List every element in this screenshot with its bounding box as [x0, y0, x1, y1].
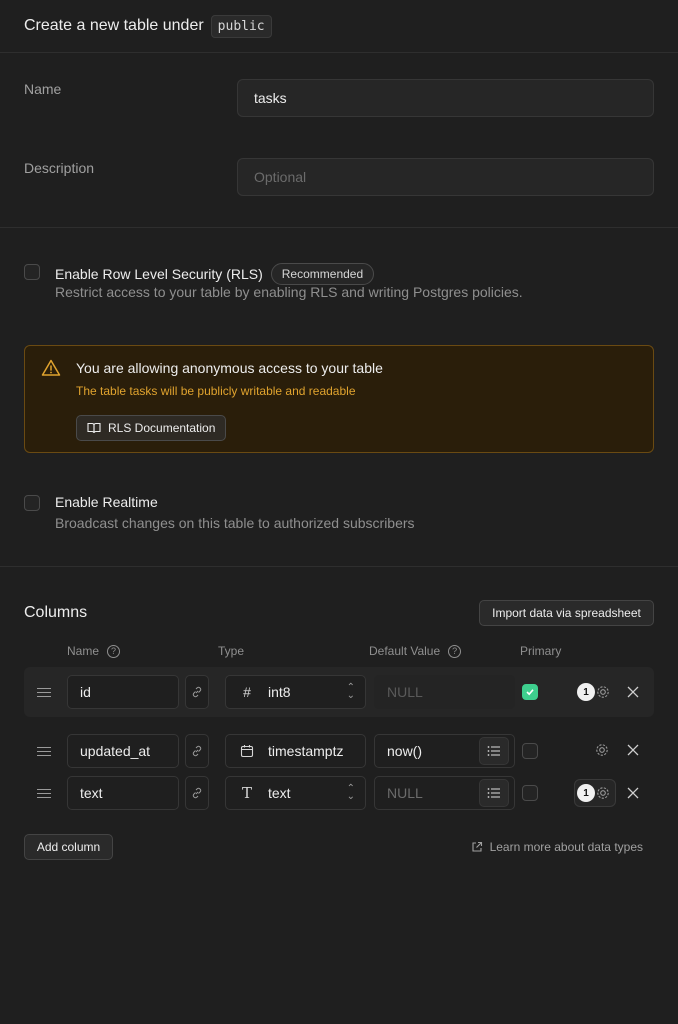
column-row — [24, 768, 654, 818]
link-icon — [191, 787, 203, 799]
column-type-select[interactable] — [225, 776, 366, 810]
column-header-type — [218, 644, 244, 658]
foreign-key-button[interactable] — [185, 675, 209, 709]
default-value-options-button[interactable] — [479, 779, 509, 807]
column-header-primary-label: Primary — [520, 644, 562, 658]
link-icon — [191, 745, 203, 757]
column-type-value: text — [268, 785, 291, 801]
column-header-name — [67, 644, 120, 658]
default-value-input[interactable]: NULL — [374, 776, 515, 810]
primary-key-checkbox[interactable] — [522, 684, 538, 700]
hash-icon: # — [243, 684, 251, 700]
general-section — [0, 53, 678, 228]
drag-handle-icon[interactable] — [37, 744, 51, 759]
column-badge: 1 — [577, 683, 595, 701]
rls-documentation-button[interactable] — [76, 415, 226, 441]
help-icon[interactable]: ? — [448, 645, 461, 658]
external-link-icon — [471, 841, 483, 853]
column-type-value: int8 — [268, 684, 291, 700]
column-header-primary — [520, 644, 561, 658]
description-input[interactable]: Optional — [237, 158, 654, 196]
column-header-default-label: Default Value — [369, 644, 441, 658]
drag-handle-icon[interactable] — [37, 786, 51, 801]
anonymous-access-warning — [24, 345, 654, 453]
column-type-select[interactable] — [225, 675, 366, 709]
book-icon — [87, 421, 101, 435]
foreign-key-button[interactable] — [185, 776, 209, 810]
recommended-badge: Recommended — [271, 263, 374, 285]
default-value-input[interactable]: NULL — [374, 675, 515, 709]
chevron-up-down-icon: ⌃ ⌄ — [346, 783, 355, 802]
chevron-up-down-icon: ⌃ ⌄ — [346, 682, 355, 701]
check-icon — [525, 687, 535, 697]
panel-header — [0, 0, 678, 53]
gear-icon[interactable] — [595, 684, 611, 700]
rls-checkbox[interactable] — [24, 264, 40, 280]
warning-subtitle: The table tasks will be publicly writable and readable — [76, 384, 356, 398]
list-icon — [487, 787, 501, 799]
rls-description: Restrict access to your table by enabling RLS and writing Postgres policies. — [55, 284, 523, 300]
warning-title: You are allowing anonymous access to your table — [76, 360, 383, 376]
column-name-input[interactable]: id — [67, 675, 179, 709]
learn-more-label: Learn more about data types — [489, 840, 643, 854]
gear-icon[interactable] — [595, 785, 611, 801]
column-type-value: timestamptz — [268, 743, 344, 759]
close-icon[interactable] — [626, 685, 640, 699]
close-icon[interactable] — [626, 743, 640, 757]
primary-key-checkbox[interactable] — [522, 743, 538, 759]
text-icon: T — [241, 784, 252, 802]
warning-triangle-icon — [41, 358, 61, 378]
column-name-input[interactable]: updated_at — [67, 734, 179, 768]
link-icon — [191, 686, 203, 698]
drag-handle-icon[interactable] — [37, 685, 51, 700]
help-icon[interactable]: ? — [107, 645, 120, 658]
default-value-options-button[interactable] — [479, 737, 509, 765]
column-header-type-label: Type — [218, 644, 245, 658]
column-row — [24, 667, 654, 717]
column-type-select[interactable] — [225, 734, 366, 768]
learn-more-link[interactable] — [471, 840, 643, 854]
name-input[interactable]: tasks — [237, 79, 654, 117]
realtime-checkbox[interactable] — [24, 495, 40, 511]
rls-title: Enable Row Level Security (RLS) — [55, 266, 263, 282]
import-spreadsheet-button[interactable]: Import data via spreadsheet — [479, 600, 654, 626]
column-name-input[interactable]: text — [67, 776, 179, 810]
rls-documentation-label: RLS Documentation — [108, 421, 216, 435]
column-badge: 1 — [577, 784, 595, 802]
primary-key-checkbox[interactable] — [522, 785, 538, 801]
column-header-name-label: Name — [67, 644, 100, 658]
add-column-button[interactable]: Add column — [24, 834, 113, 860]
foreign-key-button[interactable] — [185, 734, 209, 768]
column-header-default — [369, 644, 461, 658]
list-icon — [487, 745, 501, 757]
columns-title: Columns — [24, 604, 88, 621]
panel-title: Create a new table under — [24, 17, 204, 34]
description-label: Description — [24, 160, 95, 176]
schema-name: public — [211, 15, 272, 38]
close-icon[interactable] — [626, 786, 640, 800]
gear-icon[interactable] — [594, 742, 610, 758]
realtime-description: Broadcast changes on this table to authorized subscribers — [55, 515, 415, 531]
name-label: Name — [24, 81, 62, 97]
realtime-title: Enable Realtime — [55, 494, 158, 510]
default-value-input[interactable]: now() — [374, 734, 515, 768]
calendar-icon — [240, 744, 254, 758]
